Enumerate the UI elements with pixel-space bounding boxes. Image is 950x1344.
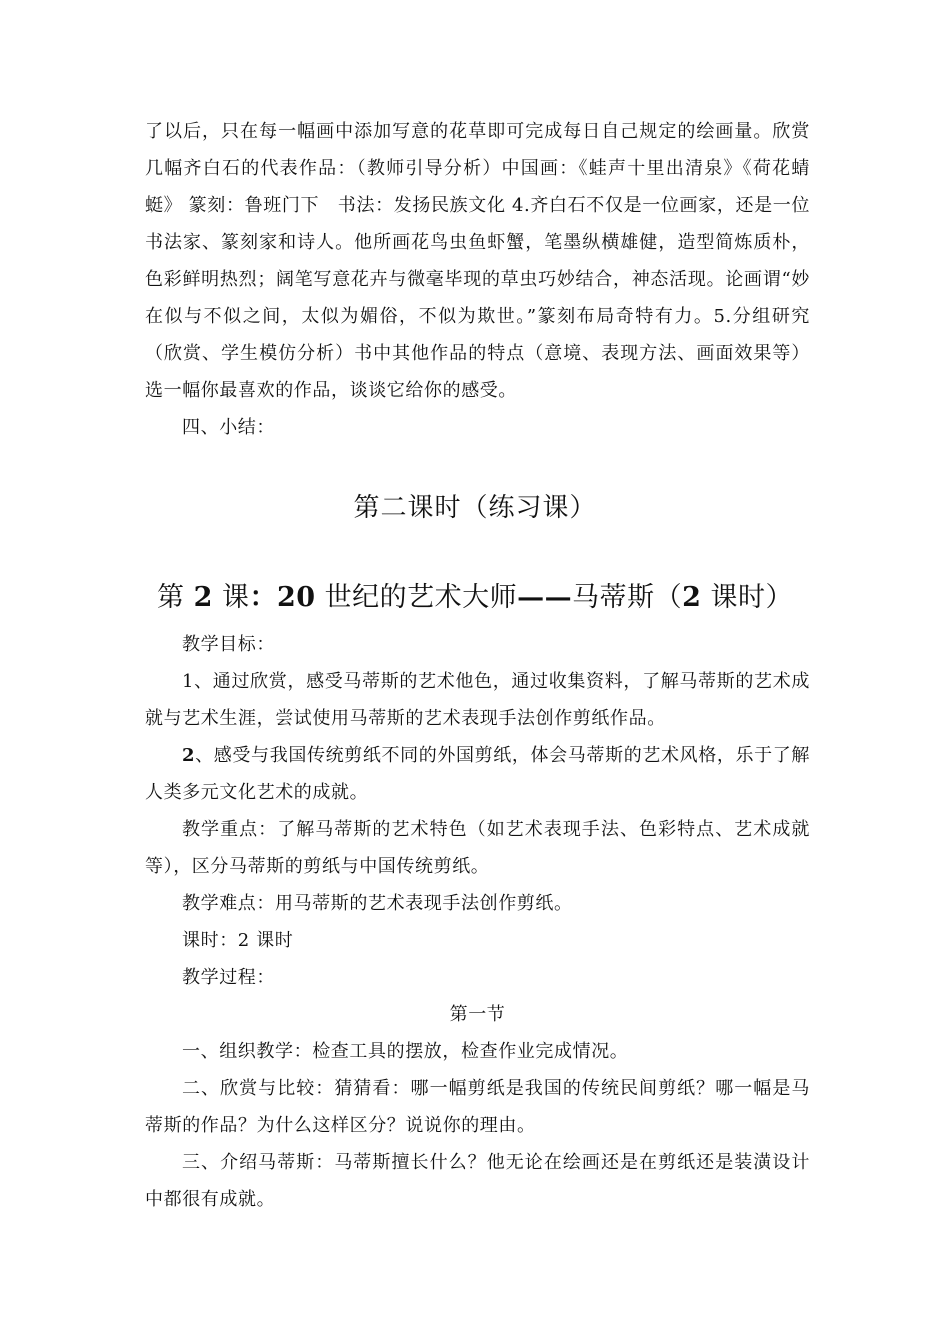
step-3: 三、介绍马蒂斯：马蒂斯擅长什么？他无论在绘画还是在剪纸还是装潢设计中都很有成就。 <box>145 1152 810 1210</box>
top-text-block <box>145 113 810 446</box>
lesson-heading: 第二课时（练习课） <box>353 493 597 523</box>
summary-heading: 四、小结： <box>182 417 275 438</box>
process-label: 教学过程： <box>182 967 275 988</box>
goal-2 <box>145 737 810 811</box>
lesson-title <box>0 575 950 614</box>
title-part-lesson: 课 <box>212 582 250 613</box>
title-part-masters: 世纪的艺术大师 <box>315 582 518 613</box>
goal-2-text: 、感受与我国传统剪纸不同的外国剪纸，体会马蒂斯的艺术风格，乐于了解人类多元文化艺术的成就。 <box>145 745 810 803</box>
goals-label: 教学目标： <box>182 634 275 655</box>
section-1-heading: 第一节 <box>449 1004 506 1025</box>
title-part-matisse: 马蒂斯（ <box>572 582 683 613</box>
title-century-number: 20 <box>276 582 316 613</box>
body-text-block <box>145 626 810 1218</box>
class-hours: 课时：2 课时 <box>182 930 294 951</box>
step-2: 二、欣赏与比较：猜猜看：哪一幅剪纸是我国的传统民间剪纸？哪一幅是马蒂斯的作品？为什么这样区分？说说你的理由。 <box>145 1078 810 1136</box>
difficulty: 教学难点：用马蒂斯的艺术表现手法创作剪纸。 <box>182 893 573 914</box>
step-1: 一、组织教学：检查工具的摆放，检查作业完成情况。 <box>182 1041 629 1062</box>
title-lesson-number: 2 <box>193 582 213 613</box>
title-part-hours: 课时） <box>701 582 794 613</box>
goal-1: 1、通过欣赏，感受马蒂斯的艺术他色，通过收集资料，了解马蒂斯的艺术成就与艺术生涯，尝试使用马蒂斯的艺术表现手法创作剪纸作品。 <box>145 671 810 729</box>
goal-2-number: 2 <box>182 745 196 766</box>
key-points: 教学重点：了解马蒂斯的艺术特色（如艺术表现手法、色彩特点、艺术成就等），区分马蒂斯的剪纸与中国传统剪纸。 <box>145 819 810 877</box>
title-part-prefix: 第 <box>156 582 194 613</box>
title-hours-number: 2 <box>682 582 702 613</box>
title-colon: ： <box>249 582 277 613</box>
title-dash: —— <box>517 582 573 613</box>
continued-paragraph: 了以后，只在每一幅画中添加写意的花草即可完成每日自己规定的绘画量。欣赏几幅齐白石的代表作品：（教师引导分析）中国画：《蛙声十里出清泉》《荷花蜻蜓》 篆刻：鲁班门下 书法：发扬民族文化 4.齐白石不仅是一位画家，还是一位书法家、篆刻家和诗人。他所画花鸟虫鱼虾蟹，笔墨纵横雄健，造型简炼质朴，色彩鲜明热烈；阔笔写意花卉与微毫毕现的草虫巧妙结合，神态活现。论画谓“妙在似与不似之间，太似为媚俗，不似为欺世。”篆刻布局奇特有力。5.分组研究（欣赏、学生模仿分析）书中其他作品的特点（意境、表现方法、画面效果等）选一幅你最喜欢的作品，谈谈它给你的感受。 <box>145 121 810 401</box>
